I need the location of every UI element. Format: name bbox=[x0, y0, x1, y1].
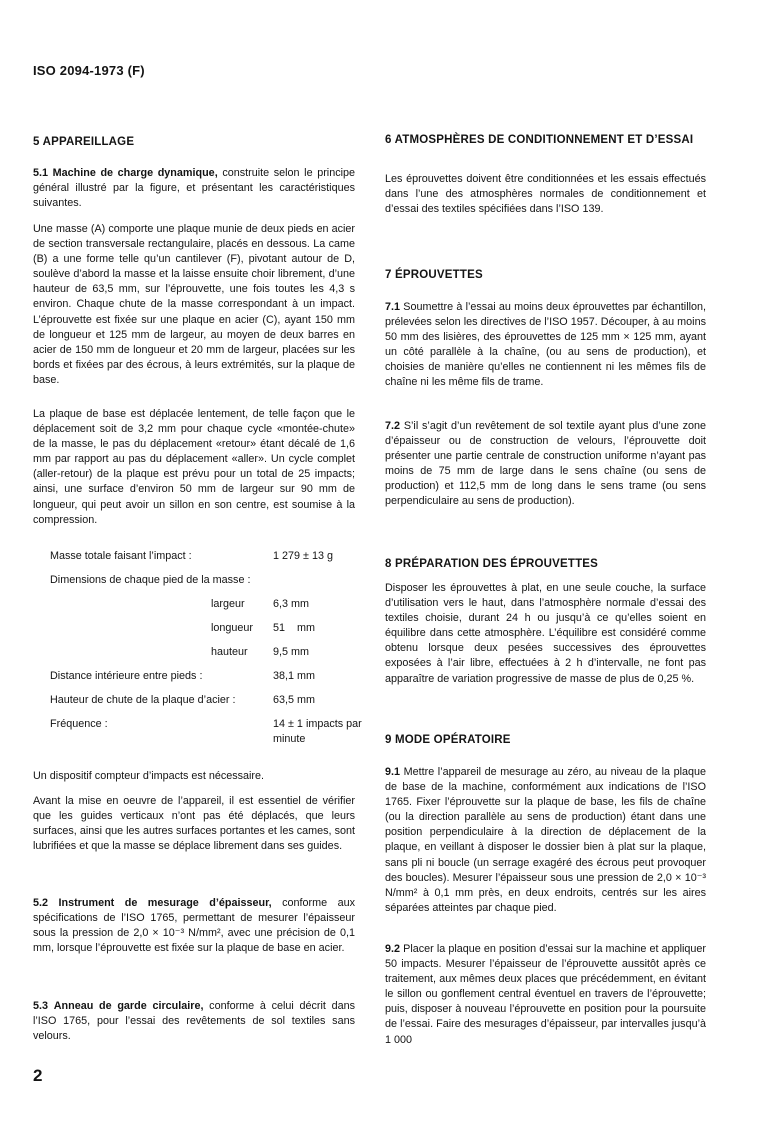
clause-7-2-text: S’il s’agit d’un revêtement de sol textile ayant plus d’une zone d’épaisseur ou de construction de velours, l’éprouvette doit présenter une partie centrale de construction uniforme n’ayant pas moins de 75 mm de large dans le sens chaîne (ou sens de production) et 112,5 mm de long dans le sens trame (ou sens perpendiculaire au sens de production). bbox=[385, 420, 706, 508]
clause-7-1-text: Soumettre à l’essai au moins deux éprouvettes par échantillon, prélevées selon les directives de l’ISO 1957. Découper, à au moins 50 mm des lisières, des éprouvettes de 125 mm × 125 mm, ayant un côté parallèle à la chaîne, (ou au sens de production), et choisies de manière qu’elles ne contiennent ni les mêmes fils de chaîne ni les même fils de trame. bbox=[385, 301, 706, 389]
section-8-title: 8 PRÉPARATION DES ÉPROUVETTES bbox=[385, 558, 599, 570]
clause-5-3-text: conforme à celui décrit dans l’ISO 1765, pour l’essai des revêtements de sol textiles sans velours. bbox=[33, 1000, 356, 1043]
paragraph-masse: Une masse (A) comporte une plaque munie de deux pieds en acier de section transversale rectangulaire, placés en dessous. La came (B) a une forme telle qu’un cantilever (F), pivotant autour de D, soulève d’abord la masse et la laisse ensuite choir librement, d’une hauteur de 63,5 mm, sur l’éprouvette, une fois toutes les 4,3 s environ. Chaque chute de la masse correspondant à un impact. L’éprouvette est fixée sur une plaque en acier (C), ayant 150 mm de longueur et 125 mm de largeur, au moyen de deux barres en acier de 150 mm de longueur et 20 mm de largeur, placées sur les bords et fixées par des écrous, à leurs extrémités, sur la plaque de base. bbox=[33, 223, 355, 386]
section-6-title: 6 ATMOSPHÈRES DE CONDITIONNEMENT ET D’ESSAI bbox=[385, 134, 694, 146]
clause-5-3-number: 5.3 bbox=[33, 1000, 49, 1012]
spec-dimensions-label: Dimensions de chaque pied de la masse : bbox=[50, 574, 251, 586]
clause-5-2-number: 5.2 bbox=[33, 897, 49, 909]
spec-largeur-value: 6,3 mm bbox=[273, 598, 309, 610]
paragraph-avant-mise-en-oeuvre: Avant la mise en oeuvre de l’appareil, il est essentiel de vérifier que les guides verticaux n’ont pas été déplacés, que leurs surfaces, ainsi que les autres surfaces portantes et les cames, sont lubrifiées et que la masse se déplace librement dans ses guides. bbox=[33, 795, 355, 853]
section-9-title: 9 MODE OPÉRATOIRE bbox=[385, 734, 511, 746]
spec-frequence-label: Fréquence : bbox=[50, 718, 108, 730]
clause-5-1-number: 5.1 bbox=[33, 167, 49, 179]
spec-largeur-label: largeur bbox=[211, 598, 245, 610]
section-7-title: 7 ÉPROUVETTES bbox=[385, 269, 483, 281]
section-8-text: Disposer les éprouvettes à plat, en une seule couche, la surface d’utilisation vers le haut, dans l’atmosphère normale d’essai des textiles choisie, durant 24 h ou jusqu’à ce qu’elles soient en équilibre dans cette atmosphère. L’équilibre est considéré comme obtenu lorsque deux pesées successives des éprouvettes exposées à l’air libre, effectuées à 2 h d’intervalle, ne font pas apparaître de variation progressive de masse de plus de 0,25 %. bbox=[385, 582, 706, 685]
clause-7-2-number: 7.2 bbox=[385, 420, 401, 432]
clause-9-2-text: Placer la plaque en position d’essai sur la machine et appliquer 50 impacts. Mesurer l’épaisseur de l’éprouvette aussitôt après ce traitement, aux mêmes deux places que précédemment, en évitant le sillon ou gonflement central éventuel en travers de l’éprouvette; puis, disposer à nouveau l’éprouvette en position pour la poursuite de l’essai. Faire des mesurages d’épaisseur, par intervalles jusqu’à 1 000 bbox=[385, 943, 706, 1046]
clause-5-3-heading: Anneau de garde circulaire, bbox=[53, 1000, 204, 1012]
spec-distance-label: Distance intérieure entre pieds : bbox=[50, 670, 203, 682]
clause-5-3 bbox=[33, 999, 355, 1044]
section-6-text: Les éprouvettes doivent être conditionnées et les essais effectués dans l’une des atmosphères normales de conditionnement et d’essai des textiles spécifiées dans l’ISO 139. bbox=[385, 173, 706, 216]
clause-5-1-text: construite selon le principe général illustré par la figure, et présentant les caractéristiques suivantes. bbox=[33, 167, 356, 210]
clause-5-2-text: conforme aux spécifications de l’ISO 1765, permettant de mesurer l’épaisseur sous la pression de 2,0 × 10⁻³ N/mm², avec une précision de 0,1 mm, lorsque l’éprouvette est fixée sur la plaque de base en acier. bbox=[33, 897, 356, 955]
clause-7-1 bbox=[385, 300, 706, 391]
spec-hauteur-value: 9,5 mm bbox=[273, 646, 309, 658]
clause-7-1-number: 7.1 bbox=[385, 301, 401, 313]
clause-9-1-text: Mettre l’appareil de mesurage au zéro, au niveau de la plaque de base de la machine, conformément aux indications de l’ISO 1765. Fixer l’éprouvette sur la plaque de base, les fils de chaîne (ou la direction parallèle au sens de production) étant dans une position perpendiculaire à la direction de déplacement de la plaque, en veillant à disposer le dossier bien à plat sur la plaque, sans pli ni boucle (un serrage exagéré des écrous peut provoquer des boucles). Mesurer l’épaisseur sous une pression de 2,0 × 10⁻³ N/mm² à 0,1 mm près, en deux endroits, centrés sur les aires séparées atteintes par chaque pied. bbox=[385, 766, 706, 914]
paragraph-compteur: Un dispositif compteur d’impacts est nécessaire. bbox=[33, 770, 265, 782]
clause-5-2 bbox=[33, 896, 355, 956]
spec-distance-value: 38,1 mm bbox=[273, 670, 316, 682]
spec-longueur-value: 51 mm bbox=[273, 622, 315, 634]
clause-9-1 bbox=[385, 765, 706, 916]
clause-9-2 bbox=[385, 942, 706, 1048]
document-header-code: ISO 2094-1973 (F) bbox=[33, 63, 145, 78]
clause-9-1-number: 9.1 bbox=[385, 766, 401, 778]
spec-masse-value: 1 279 ± 13 g bbox=[273, 550, 333, 562]
paragraph-plaque-de-base: La plaque de base est déplacée lentement, de telle façon que le déplacement soit de 3,2 mm pour chaque cycle «montée-chute» de la masse, le pas du déplacement «retour» étant décalé de 1,6 mm par rapport au pas du déplacement «aller». Un cycle complet (aller-retour) de la plaque est prévu pour un total de 25 impacts; ainsi, une surface d’environ 50 mm de largeur sur 90 mm de longueur, qui peut avoir un sillon en son centre, est soumise à la compression. bbox=[33, 408, 355, 526]
spec-chute-value: 63,5 mm bbox=[273, 694, 316, 706]
clause-5-2-heading: Instrument de mesurage d’épaisseur, bbox=[58, 897, 272, 909]
page-number: 2 bbox=[33, 1066, 43, 1085]
spec-hauteur-label: hauteur bbox=[211, 646, 248, 658]
section-5-title: 5 APPAREILLAGE bbox=[33, 136, 135, 148]
clause-5-1 bbox=[33, 166, 355, 211]
clause-9-2-number: 9.2 bbox=[385, 943, 401, 955]
spec-frequence-value: 14 ± 1 impacts par minute bbox=[273, 718, 362, 745]
spec-chute-label: Hauteur de chute de la plaque d’acier : bbox=[50, 694, 236, 706]
spec-longueur-label: longueur bbox=[211, 622, 254, 634]
clause-7-2 bbox=[385, 419, 706, 510]
spec-masse-label: Masse totale faisant l’impact : bbox=[50, 550, 192, 562]
clause-5-1-heading: Machine de charge dynamique, bbox=[52, 167, 218, 179]
